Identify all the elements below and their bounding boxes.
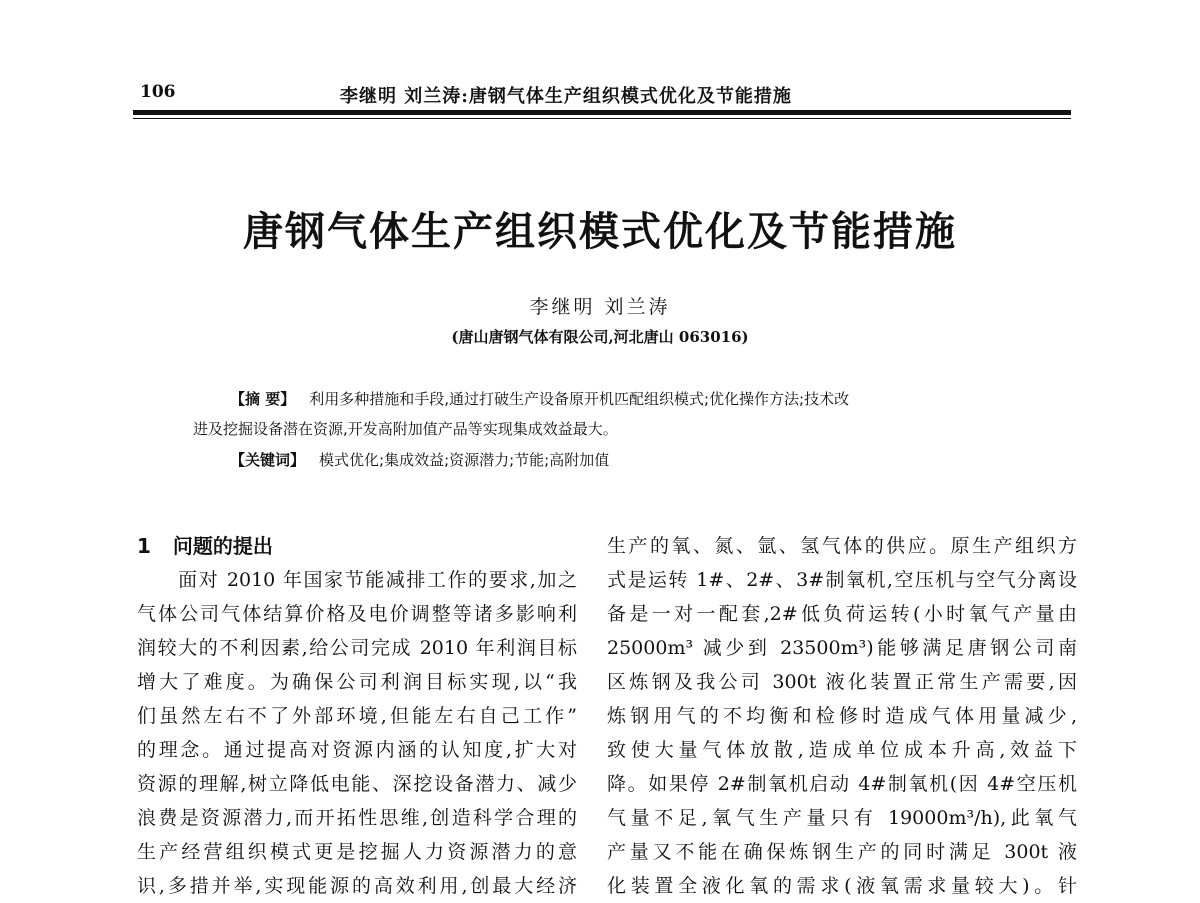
abstract-text: 利用多种措施和手段,通过打破生产设备原开机匹配组织模式;优化操作方法;技术改 [309, 390, 850, 408]
paragraph-line: 降。如果停 2#制氧机启动 4#制氧机(因 4#空压机 [607, 773, 1077, 795]
paragraph-line: 资源的理解,树立降低电能、深挖设备潜力、减少 [137, 773, 577, 795]
paragraph-line: 生产的氧、氮、氩、氢气体的供应。原生产组织方 [607, 535, 1077, 557]
keywords-text: 模式优化;集成效益;资源潜力;节能;高附加值 [319, 451, 610, 469]
affiliation: (唐山唐钢气体有限公司,河北唐山 063016) [451, 328, 749, 346]
abstract-label: 【摘 要】 [230, 390, 296, 408]
running-title: 李继明 刘兰涛:唐钢气体生产组织模式优化及节能措施 [340, 86, 792, 107]
article-title: 唐钢气体生产组织模式优化及节能措施 [243, 208, 957, 255]
paragraph-line: 增大了难度。为确保公司利润目标实现,以“我 [137, 671, 577, 693]
paragraph-line: 的理念。通过提高对资源内涵的认知度,扩大对 [137, 739, 577, 761]
paragraph-line: 25000m³ 减少到 23500m³)能够满足唐钢公司南 [607, 637, 1077, 659]
paragraph-line: 生产经营组织模式更是挖掘人力资源潜力的意 [137, 841, 577, 863]
paragraph-line: 式是运转 1#、2#、3#制氧机,空压机与空气分离设 [607, 569, 1077, 591]
keywords-label: 【关键词】 [230, 451, 306, 469]
paragraph-line: 气体公司气体结算价格及电价调整等诸多影响利 [137, 603, 577, 625]
paragraph-line: 炼钢用气的不均衡和检修时造成气体用量减少, [607, 705, 1077, 727]
section-number: 1 [137, 534, 151, 558]
header-rule-thin [133, 118, 1071, 119]
paragraph-line: 致使大量气体放散,造成单位成本升高,效益下 [607, 739, 1077, 761]
paragraph-line: 区炼钢及我公司 300t 液化装置正常生产需要,因 [607, 671, 1077, 693]
paragraph-line: 浪费是资源潜力,而开拓性思维,创造科学合理的 [137, 807, 577, 829]
page-number: 106 [140, 82, 176, 102]
section-title: 问题的提出 [172, 534, 273, 558]
paragraph-line: 产量又不能在确保炼钢生产的同时满足 300t 液 [607, 841, 1077, 863]
paragraph-line: 备是一对一配套,2#低负荷运转(小时氧气产量由 [607, 603, 1077, 625]
header-rule-thick [133, 110, 1071, 115]
paragraph-line: 们虽然左右不了外部环境,但能左右自己工作” [137, 705, 577, 727]
abstract-line-2: 进及挖掘设备潜在资源,开发高附加值产品等实现集成效益最大。 [193, 420, 618, 438]
abstract-line-1 [230, 388, 849, 409]
paragraph-line: 润较大的不利因素,给公司完成 2010 年利润目标 [137, 637, 577, 659]
keywords-line [230, 449, 609, 470]
paragraph-line: 识,多措并举,实现能源的高效利用,创最大经济 [137, 875, 577, 897]
paragraph-line: 化装置全液化氧的需求(液氧需求量较大)。针 [607, 875, 1077, 897]
section-heading [137, 530, 273, 559]
authors: 李继明 刘兰涛 [529, 296, 671, 318]
paragraph-line: 面对 2010 年国家节能减排工作的要求,加之 [137, 569, 577, 591]
paragraph-line: 气量不足,氧气生产量只有 19000m³/h),此氧气 [607, 807, 1077, 829]
